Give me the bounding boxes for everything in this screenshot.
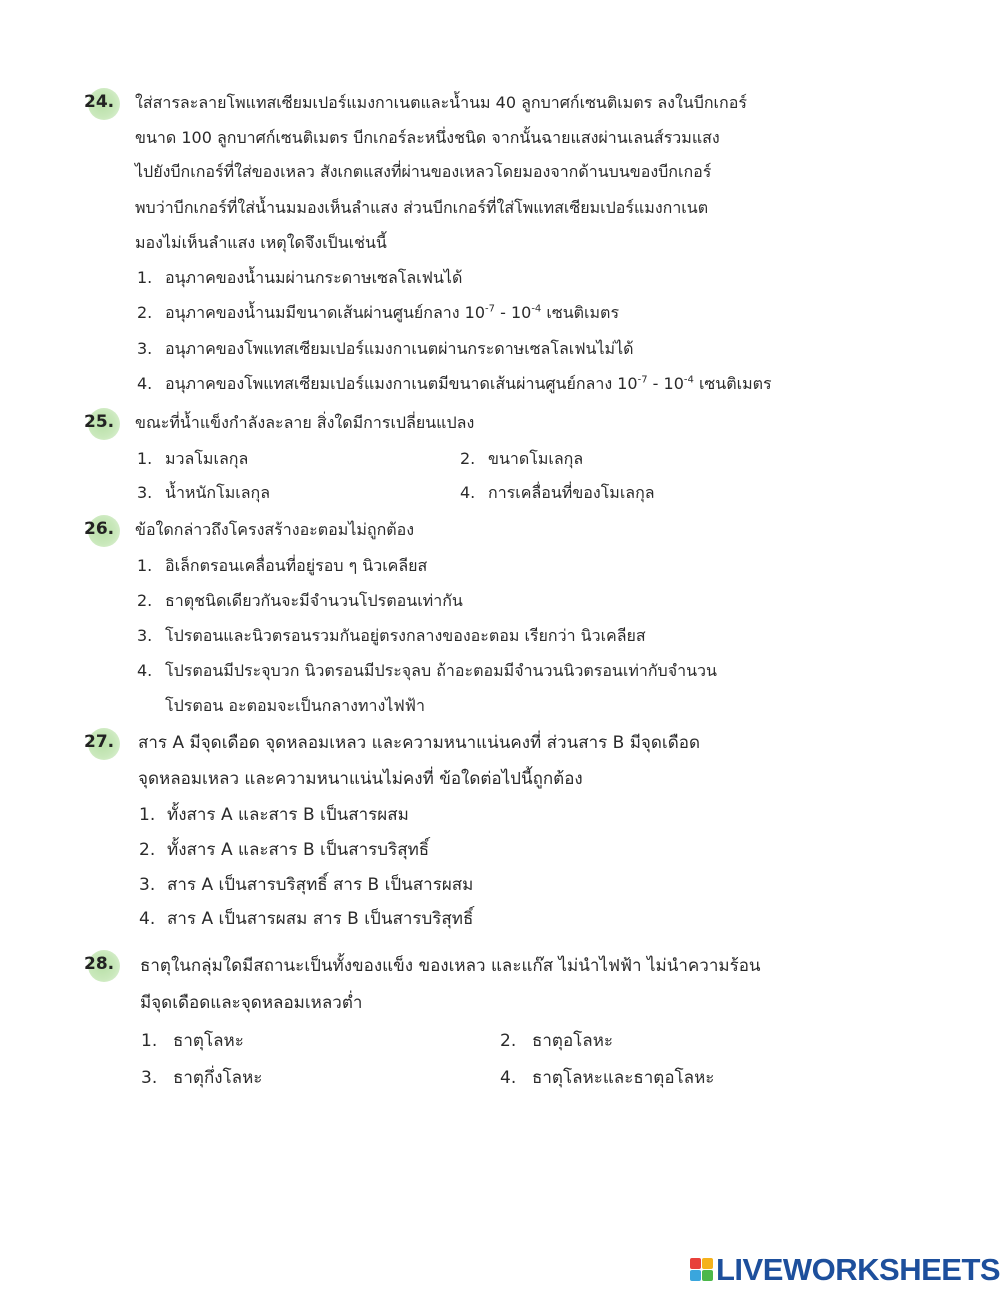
option-text: สาร A เป็นสารบริสุทธิ์ สาร B เป็นสารผสม bbox=[167, 875, 474, 895]
option-number: 4. bbox=[460, 483, 476, 502]
answer-option-4[interactable] bbox=[137, 374, 772, 394]
question-stem-line: สาร A มีจุดเดือด จุดหลอมเหลว และความหนาแน่นคงที่ ส่วนสาร B มีจุดเดือด bbox=[138, 733, 701, 753]
option-number: 2. bbox=[500, 1031, 517, 1051]
option-text: น้ำหนักโมเลกุล bbox=[165, 483, 270, 502]
answer-option-4[interactable] bbox=[460, 483, 655, 503]
option-text: อิเล็กตรอนเคลื่อนที่อยู่รอบ ๆ นิวเคลียส bbox=[165, 556, 428, 575]
logo-square-green bbox=[702, 1270, 713, 1281]
answer-option-1[interactable] bbox=[141, 1031, 244, 1051]
option-text: มวลโมเลกุล bbox=[165, 449, 249, 468]
answer-option-4[interactable] bbox=[500, 1068, 714, 1088]
question-number-badge bbox=[84, 728, 120, 760]
option-text: ทั้งสาร A และสาร B เป็นสารบริสุทธิ์ bbox=[167, 840, 430, 860]
option-text: ธาตุโลหะ bbox=[173, 1031, 244, 1051]
option-number: 3. bbox=[137, 483, 153, 502]
answer-option-4[interactable] bbox=[139, 909, 473, 929]
logo-square-blue bbox=[690, 1270, 701, 1281]
option-text: ขนาดโมเลกุล bbox=[488, 449, 584, 468]
question-number: 27. bbox=[84, 732, 115, 752]
option-text: โปรตอนและนิวตรอนรวมกันอยู่ตรงกลางของอะตอม เรียกว่า นิวเคลียส bbox=[165, 626, 646, 645]
option-number: 4. bbox=[137, 374, 153, 393]
option-number: 1. bbox=[137, 268, 153, 287]
question-stem-line: ธาตุในกลุ่มใดมีสถานะเป็นทั้งของแข็ง ของเหลว และแก๊ส ไม่นำไฟฟ้า ไม่นำความร้อน bbox=[140, 956, 761, 976]
option-number: 3. bbox=[137, 339, 153, 358]
option-number: 2. bbox=[460, 449, 476, 468]
option-text: ทั้งสาร A และสาร B เป็นสารผสม bbox=[167, 805, 409, 825]
option-number: 2. bbox=[137, 591, 153, 610]
question-stem-line: จุดหลอมเหลว และความหนาแน่นไม่คงที่ ข้อใดต่อไปนี้ถูกต้อง bbox=[138, 769, 583, 789]
option-text-mid: - 10 bbox=[495, 303, 532, 322]
question-stem-line: ขนาด 100 ลูกบาศก์เซนติเมตร บีกเกอร์ละหนึ่งชนิด จากนั้นฉายแสงผ่านเลนส์รวมแสง bbox=[135, 128, 720, 147]
option-number: 1. bbox=[139, 805, 156, 825]
question-number-badge bbox=[84, 950, 120, 982]
option-text: อนุภาคของโพแทสเซียมเปอร์แมงกาเนตผ่านกระดาษเซลโลเฟนไม่ได้ bbox=[165, 339, 634, 358]
question-number-badge bbox=[84, 408, 120, 440]
answer-option-4[interactable] bbox=[137, 661, 717, 681]
answer-option-3[interactable] bbox=[139, 875, 473, 895]
question-number-badge bbox=[84, 515, 120, 547]
answer-option-1[interactable] bbox=[137, 268, 462, 288]
answer-option-3[interactable] bbox=[141, 1068, 262, 1088]
exponent: -4 bbox=[531, 303, 542, 315]
answer-option-3[interactable] bbox=[137, 339, 634, 359]
exponent: -4 bbox=[683, 374, 694, 386]
option-text: โปรตอนมีประจุบวก นิวตรอนมีประจุลบ ถ้าอะตอมมีจำนวนนิวตรอนเท่ากับจำนวน bbox=[165, 661, 717, 680]
option-number: 3. bbox=[139, 875, 156, 895]
exponent: -7 bbox=[485, 303, 495, 315]
option-text: อนุภาคของน้ำนมมีขนาดเส้นผ่านศูนย์กลาง 10 bbox=[165, 303, 486, 322]
option-text-tail: เซนติเมตร bbox=[541, 303, 620, 322]
answer-option-1[interactable] bbox=[137, 449, 248, 469]
answer-option-2[interactable] bbox=[137, 591, 463, 611]
option-number: 1. bbox=[137, 449, 153, 468]
answer-option-3[interactable] bbox=[137, 626, 646, 646]
option-text-mid: - 10 bbox=[647, 374, 684, 393]
question-stem-line: มองไม่เห็นลำแสง เหตุใดจึงเป็นเช่นนี้ bbox=[135, 233, 387, 252]
question-stem-line: พบว่าบีกเกอร์ที่ใส่น้ำนมมองเห็นลำแสง ส่วนบีกเกอร์ที่ใส่โพแทสเซียมเปอร์แมงกาเนต bbox=[135, 198, 709, 217]
option-number: 3. bbox=[137, 626, 153, 645]
logo-square-yellow bbox=[702, 1258, 713, 1269]
option-number: 2. bbox=[137, 303, 153, 322]
option-text: ธาตุโลหะและธาตุอโลหะ bbox=[532, 1068, 715, 1088]
option-number: 4. bbox=[137, 661, 153, 680]
answer-option-4-continuation: โปรตอน อะตอมจะเป็นกลางทางไฟฟ้า bbox=[165, 696, 425, 715]
option-number: 4. bbox=[139, 909, 156, 929]
question-stem-line: ขณะที่น้ำแข็งกำลังละลาย สิ่งใดมีการเปลี่ยนแปลง bbox=[135, 413, 475, 432]
option-number: 2. bbox=[139, 840, 156, 860]
option-number: 3. bbox=[141, 1068, 158, 1088]
option-number: 1. bbox=[141, 1031, 158, 1051]
option-number: 1. bbox=[137, 556, 153, 575]
option-text: อนุภาคของน้ำนมผ่านกระดาษเซลโลเฟนได้ bbox=[165, 268, 463, 287]
question-number: 24. bbox=[84, 92, 115, 112]
exponent: -7 bbox=[637, 374, 648, 386]
liveworksheets-wordmark: LIVEWORKSHEETS bbox=[716, 1252, 1000, 1287]
answer-option-1[interactable] bbox=[137, 556, 427, 576]
option-text: สาร A เป็นสารผสม สาร B เป็นสารบริสุทธิ์ bbox=[167, 909, 474, 929]
question-stem-line: ข้อใดกล่าวถึงโครงสร้างอะตอมไม่ถูกต้อง bbox=[135, 520, 415, 539]
answer-option-2[interactable] bbox=[139, 840, 429, 860]
option-text: ธาตุกึ่งโลหะ bbox=[173, 1068, 263, 1088]
question-stem-line: ใส่สารละลายโพแทสเซียมเปอร์แมงกาเนตและน้ำนม 40 ลูกบาศก์เซนติเมตร ลงในบีกเกอร์ bbox=[135, 93, 747, 112]
question-stem-line: มีจุดเดือดและจุดหลอมเหลวต่ำ bbox=[140, 993, 363, 1013]
option-text: การเคลื่อนที่ของโมเลกุล bbox=[488, 483, 655, 502]
question-number: 28. bbox=[84, 954, 115, 974]
option-text-tail: เซนติเมตร bbox=[693, 374, 772, 393]
answer-option-3[interactable] bbox=[137, 483, 270, 503]
answer-option-2[interactable] bbox=[460, 449, 583, 469]
logo-square-red bbox=[690, 1258, 701, 1269]
answer-option-2[interactable] bbox=[500, 1031, 613, 1051]
question-number: 26. bbox=[84, 519, 115, 539]
option-text: อนุภาคของโพแทสเซียมเปอร์แมงกาเนตมีขนาดเส้นผ่านศูนย์กลาง 10 bbox=[165, 374, 638, 393]
question-stem-line: ไปยังบีกเกอร์ที่ใส่ของเหลว สังเกตแสงที่ผ่านของเหลวโดยมองจากด้านบนของบีกเกอร์ bbox=[135, 162, 712, 181]
option-text: ธาตุชนิดเดียวกันจะมีจำนวนโปรตอนเท่ากัน bbox=[165, 591, 463, 610]
answer-option-1[interactable] bbox=[139, 805, 409, 825]
liveworksheets-logo-icon bbox=[690, 1258, 714, 1282]
question-number-badge bbox=[84, 88, 120, 120]
question-number: 25. bbox=[84, 412, 115, 432]
answer-option-2[interactable] bbox=[137, 303, 619, 323]
option-text: ธาตุอโลหะ bbox=[532, 1031, 614, 1051]
option-number: 4. bbox=[500, 1068, 517, 1088]
